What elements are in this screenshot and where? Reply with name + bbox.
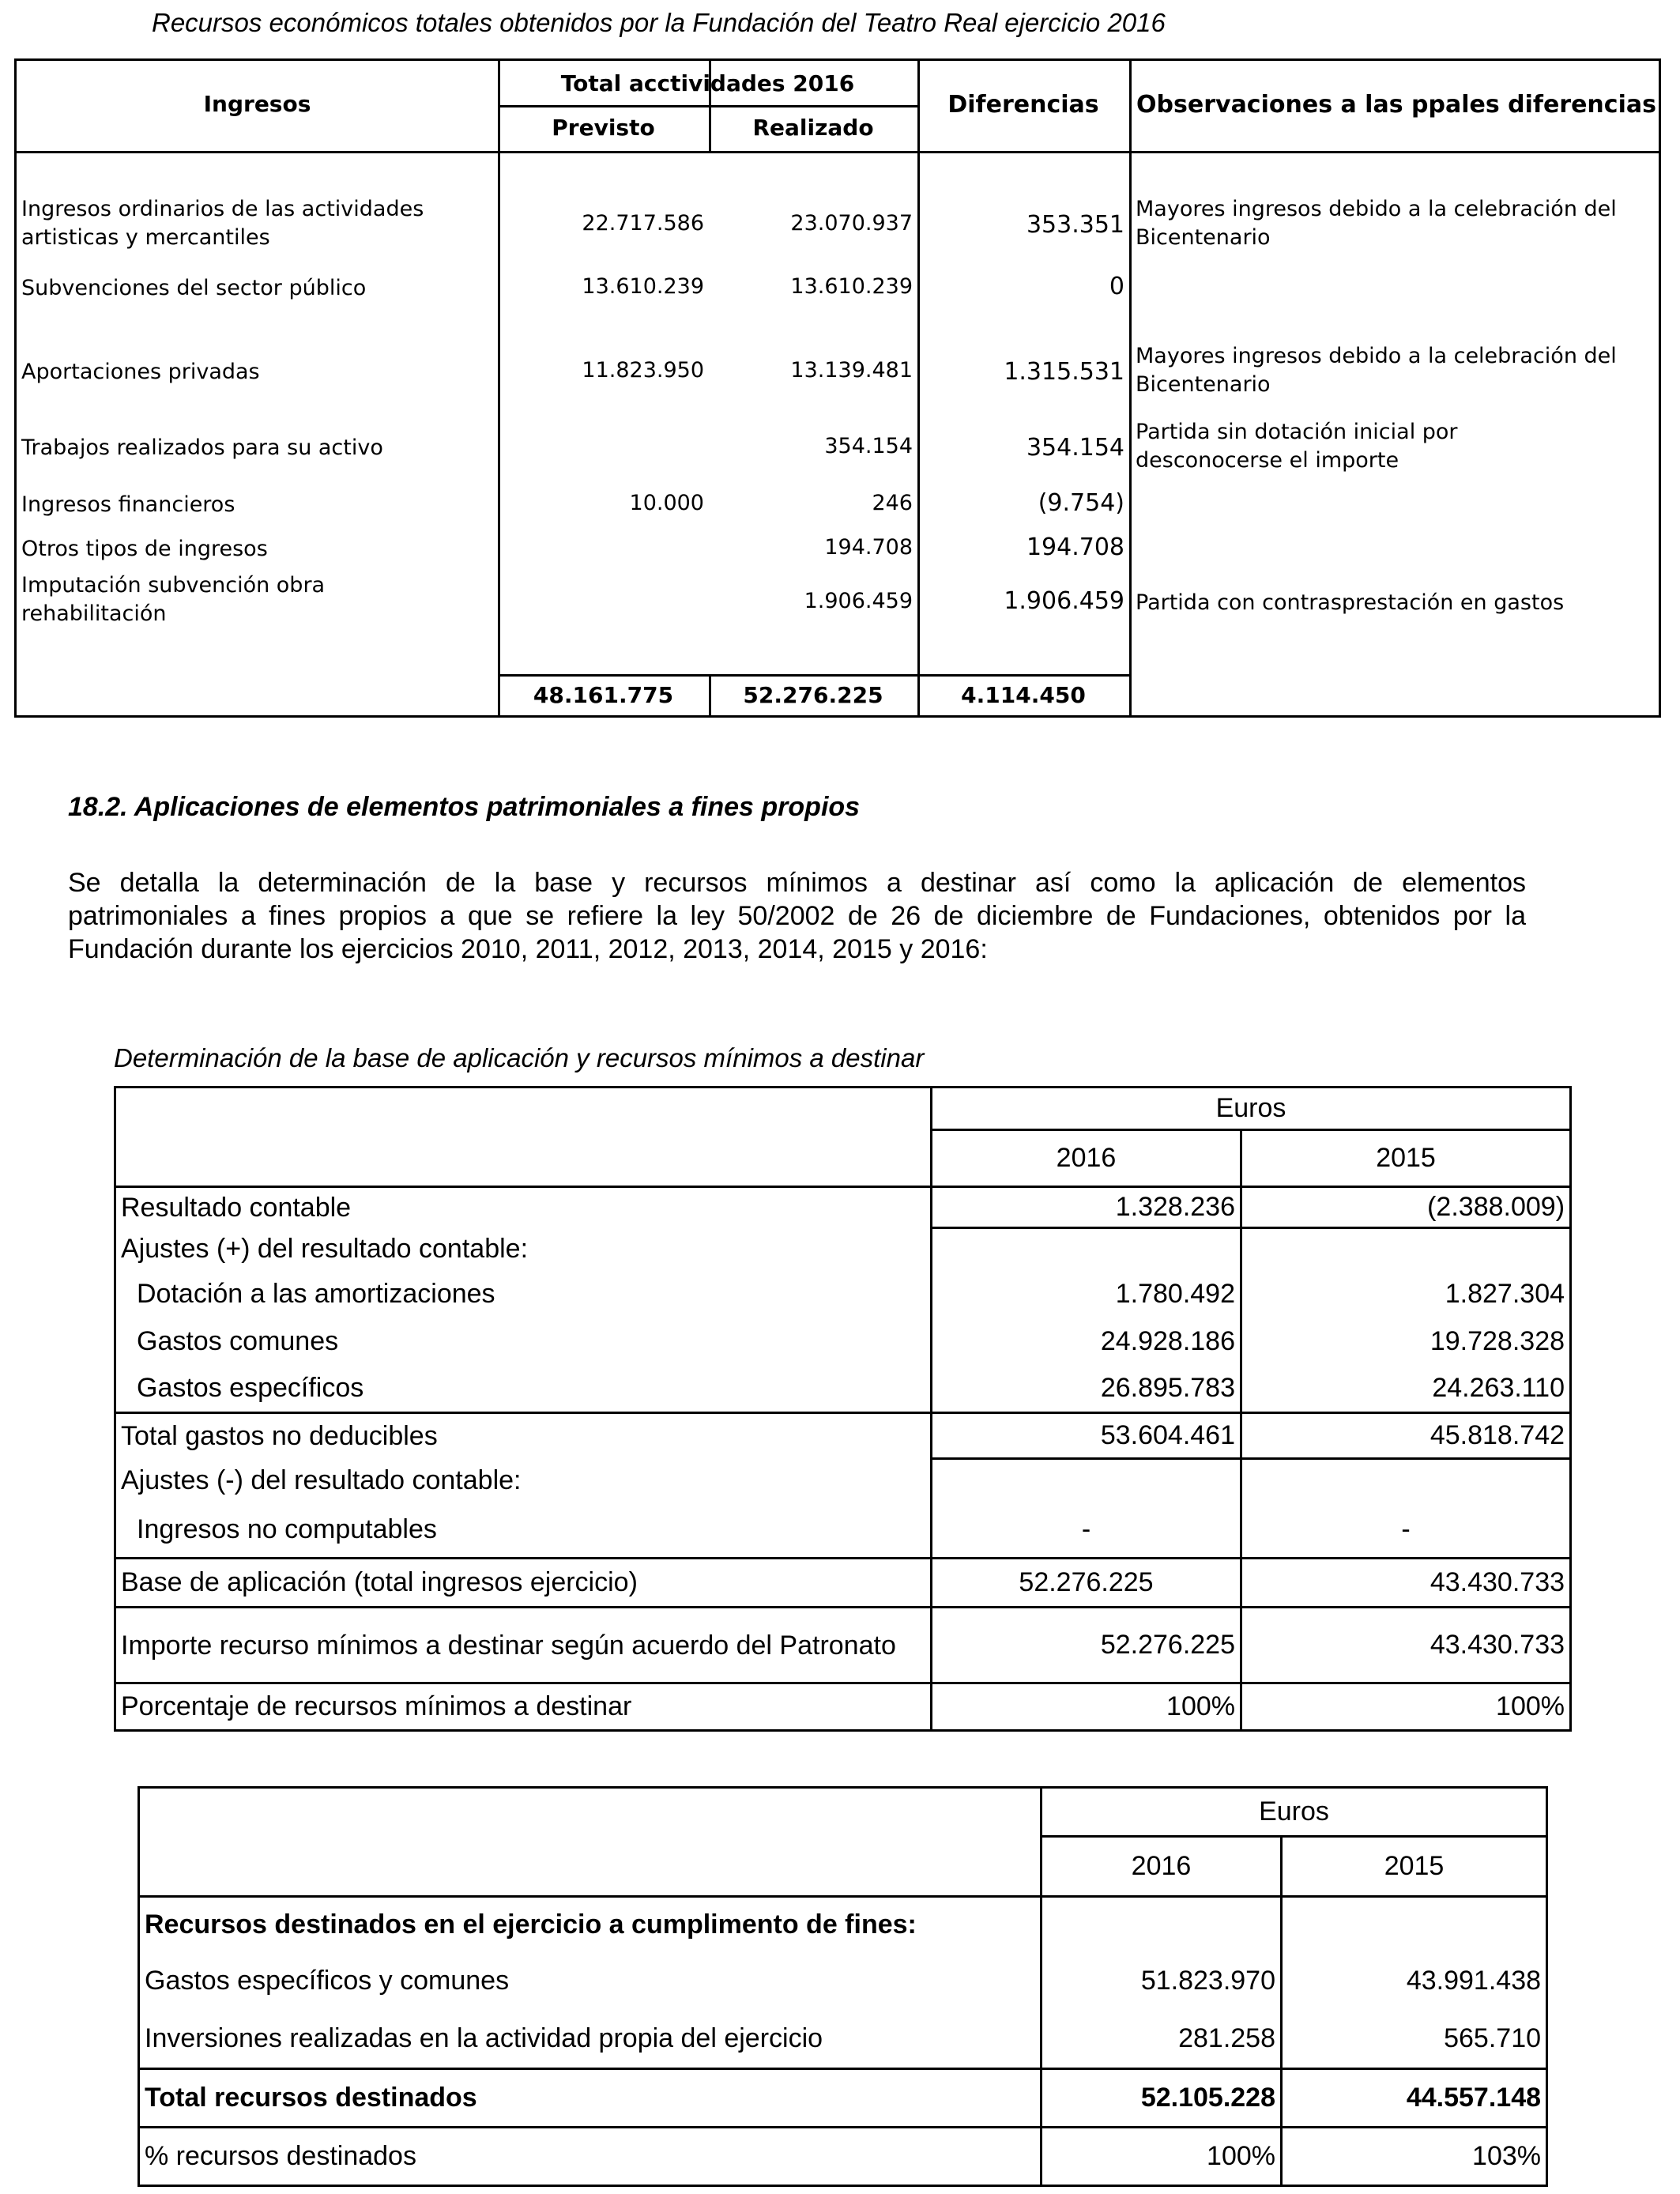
cell-realizado: 23.070.937 xyxy=(790,211,913,236)
cell-2015: 103% xyxy=(1282,2128,1547,2186)
cell-2015: 565.710 xyxy=(1282,2011,1547,2069)
row-label: Ajustes (-) del resultado contable: xyxy=(121,1465,522,1495)
cell-observacion: Partida sin dotación inicial por desconocerse el importe xyxy=(1136,420,1458,473)
paragraph-line: patrimoniales a fines propios a que se refiere la ley 50/2002 de 26 de diciembre de Fundaciones, obtenidos por la xyxy=(68,901,1526,931)
cell-2016: 24.928.186 xyxy=(932,1318,1241,1366)
recursos-destinados-table xyxy=(137,1786,1548,2187)
cell-realizado: 1.906.459 xyxy=(804,589,913,613)
header-previsto: Previsto xyxy=(552,115,655,141)
cell-realizado: 194.708 xyxy=(824,535,913,560)
header-euros: Euros xyxy=(932,1088,1571,1130)
cell-2015: 43.430.733 xyxy=(1241,1559,1571,1608)
ingresos-table xyxy=(14,58,1661,718)
cell-2016: 100% xyxy=(932,1683,1241,1731)
row-label: Otros tipos de ingresos xyxy=(21,537,268,561)
row-label: Total gastos no deducibles xyxy=(115,1413,932,1459)
cell-2016: 53.604.461 xyxy=(932,1413,1241,1459)
cell-2016: 52.276.225 xyxy=(932,1608,1241,1683)
row-label: Base de aplicación (total ingresos ejercicio) xyxy=(115,1559,932,1608)
cell-2015: 24.263.110 xyxy=(1241,1366,1571,1413)
total-diferencia: 4.114.450 xyxy=(961,682,1086,708)
cell-2016: 1.780.492 xyxy=(932,1271,1241,1318)
cell-previsto: 11.823.950 xyxy=(582,358,704,383)
cell-2015: 19.728.328 xyxy=(1241,1318,1571,1366)
row-label: Inversiones realizadas en la actividad propia del ejercicio xyxy=(145,2023,823,2054)
section-paragraph xyxy=(68,866,1526,966)
section-heading: 18.2. Aplicaciones de elementos patrimoniales a fines propios xyxy=(68,792,861,822)
cell-2016: 100% xyxy=(1042,2128,1282,2186)
row-label: % recursos destinados xyxy=(139,2128,1042,2186)
row-label: Resultado contable xyxy=(115,1187,932,1228)
cell-2016: 52.276.225 xyxy=(932,1559,1241,1608)
row-label: Porcentaje de recursos mínimos a destinar xyxy=(115,1683,932,1731)
header-euros: Euros xyxy=(1042,1788,1547,1837)
paragraph-line: Se detalla la determinación de la base y recursos mínimos a destinar así como la aplicación de elementos xyxy=(68,868,1526,898)
cell-2016: 26.895.783 xyxy=(932,1366,1241,1413)
cell-realizado: 354.154 xyxy=(824,434,913,458)
header-observaciones: Observaciones a las ppales diferencias xyxy=(1136,91,1656,119)
row-label: Ingresos financieros xyxy=(21,492,235,517)
cell-previsto: 13.610.239 xyxy=(582,274,704,299)
cell-observacion: Mayores ingresos debido a la celebración del Bicentenario xyxy=(1136,197,1617,250)
row-label: Ajustes (+) del resultado contable: xyxy=(121,1234,529,1264)
cell-previsto: 10.000 xyxy=(629,491,704,515)
cell-previsto: 22.717.586 xyxy=(582,211,704,236)
cell-observacion: Mayores ingresos debido a la celebración del Bicentenario xyxy=(1136,344,1617,397)
table1-caption: Recursos económicos totales obtenidos por la Fundación del Teatro Real ejercicio 2016 xyxy=(152,8,1166,37)
row-label: Recursos destinados en el ejercicio a cumplimento de fines: xyxy=(139,1897,1042,1952)
header-realizado: Realizado xyxy=(752,115,874,141)
row-label: Importe recurso mínimos a destinar según acuerdo del Patronato xyxy=(115,1608,932,1683)
cell-realizado: 13.139.481 xyxy=(790,358,913,383)
header-year-2015: 2015 xyxy=(1282,1837,1547,1897)
cell-diferencia: (9.754) xyxy=(1038,489,1124,517)
cell-2016: 281.258 xyxy=(1042,2011,1282,2069)
header-diferencias: Diferencias xyxy=(947,91,1099,119)
cell-diferencia: 1.315.531 xyxy=(1004,358,1124,386)
row-label: Imputación subvención obra rehabilitación xyxy=(21,573,326,626)
table2-caption: Determinación de la base de aplicación y recursos mínimos a destinar xyxy=(114,1043,925,1072)
row-label: Gastos específicos y comunes xyxy=(145,1966,510,1996)
cell-2015: 44.557.148 xyxy=(1282,2069,1547,2128)
row-label: Subvenciones del sector público xyxy=(21,276,367,300)
cell-realizado: 13.610.239 xyxy=(790,274,913,299)
paragraph-line: Fundación durante los ejercicios 2010, 2011, 2012, 2013, 2014, 2015 y 2016: xyxy=(68,934,988,964)
row-label: Ingresos ordinarios de las actividades artisticas y mercantiles xyxy=(21,197,424,250)
total-previsto: 48.161.775 xyxy=(533,682,674,708)
cell-2016: 51.823.970 xyxy=(1042,1952,1282,2011)
header-total-actividades: Total acctividades 2016 xyxy=(560,70,855,96)
cell-2016: - xyxy=(932,1503,1241,1559)
cell-2015: 43.991.438 xyxy=(1282,1952,1547,2011)
row-label: Ingresos no computables xyxy=(137,1514,437,1545)
base-aplicacion-table xyxy=(114,1086,1572,1732)
cell-2016: 52.105.228 xyxy=(1042,2069,1282,2128)
cell-2015: 100% xyxy=(1241,1683,1571,1731)
row-label: Gastos comunes xyxy=(137,1326,339,1356)
header-ingresos: Ingresos xyxy=(203,91,311,117)
cell-realizado: 246 xyxy=(872,491,913,515)
row-label: Gastos específicos xyxy=(137,1373,364,1404)
cell-diferencia: 353.351 xyxy=(1026,211,1124,239)
total-realizado: 52.276.225 xyxy=(743,682,883,708)
cell-2015: 43.430.733 xyxy=(1241,1608,1571,1683)
cell-diferencia: 194.708 xyxy=(1026,533,1124,561)
row-label: Aportaciones privadas xyxy=(21,360,260,384)
row-label: Dotación a las amortizaciones xyxy=(137,1279,495,1309)
cell-diferencia: 0 xyxy=(1109,273,1124,300)
cell-2015: (2.388.009) xyxy=(1241,1187,1571,1228)
cell-diferencia: 1.906.459 xyxy=(1004,587,1124,615)
header-year-2016: 2016 xyxy=(932,1130,1241,1187)
cell-observacion: Partida con contrasprestación en gastos xyxy=(1136,590,1565,615)
cell-2015: 1.827.304 xyxy=(1241,1271,1571,1318)
header-year-2015: 2015 xyxy=(1241,1130,1571,1187)
cell-2015: 45.818.742 xyxy=(1241,1413,1571,1459)
cell-diferencia: 354.154 xyxy=(1026,434,1124,462)
cell-2016: 1.328.236 xyxy=(932,1187,1241,1228)
row-label: Trabajos realizados para su activo xyxy=(21,435,383,460)
row-label: Total recursos destinados xyxy=(139,2069,1042,2128)
cell-2015: - xyxy=(1241,1503,1571,1559)
header-year-2016: 2016 xyxy=(1042,1837,1282,1897)
